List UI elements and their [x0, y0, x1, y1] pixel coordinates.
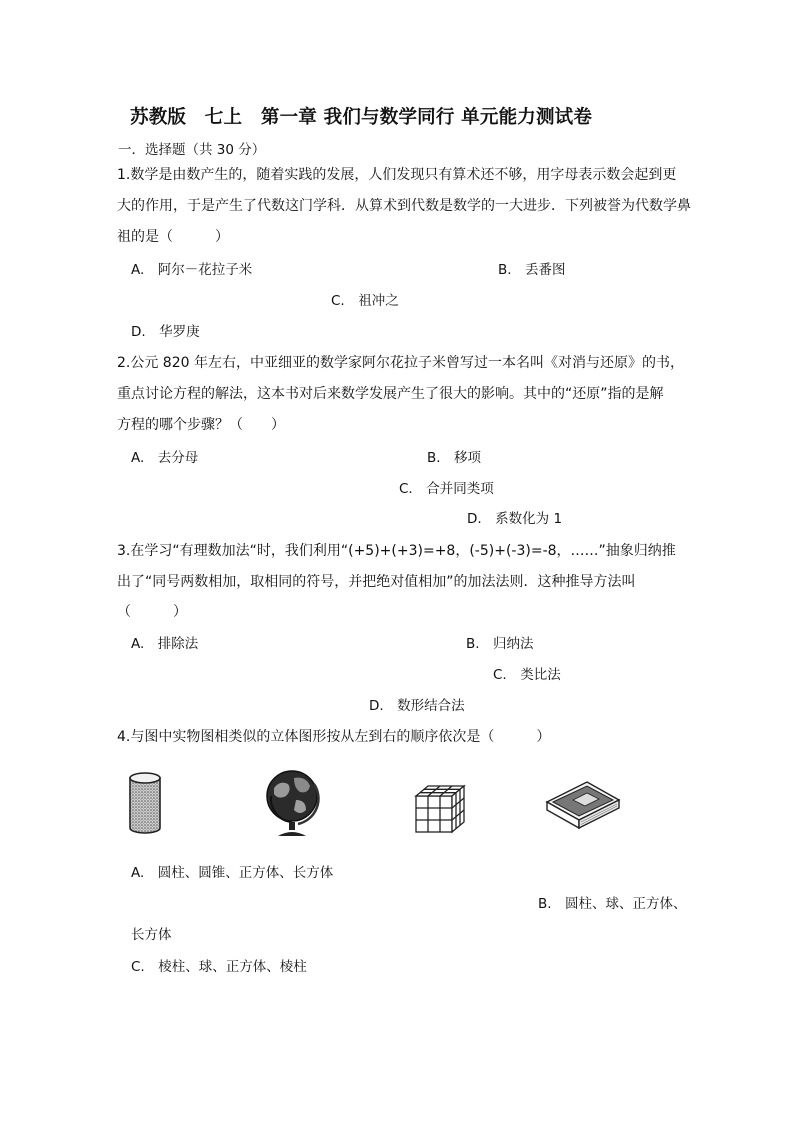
- question-2-line-2: 重点讨论方程的解法，这本书对后来数学发展产生了很大的影响。其中的“还原”指的是解: [117, 386, 664, 402]
- question-2-line-3: 方程的哪个步骤？（ ）: [117, 417, 285, 433]
- question-3-line-3: （ ）: [117, 604, 187, 620]
- question-3-option-b[interactable]: B. 归纳法: [466, 636, 534, 652]
- question-2-option-a[interactable]: A. 去分母: [131, 450, 199, 466]
- section-heading: 一．选择题（共 30 分）: [118, 142, 266, 158]
- question-1-line-2: 大的作用，于是产生了代数这门学科．从算术到代数是数学的一大进步．下列被誉为代数学鼻: [117, 198, 691, 214]
- question-2-option-c[interactable]: C. 合并同类项: [399, 481, 494, 497]
- question-1-option-d[interactable]: D. 华罗庚: [131, 324, 200, 340]
- question-4-option-b[interactable]: B. 圆柱、球、正方体、: [538, 896, 687, 912]
- book-icon: [543, 776, 623, 832]
- cylinder-icon: [126, 770, 164, 836]
- globe-icon: [262, 766, 324, 840]
- question-1-option-a[interactable]: A. 阿尔－花拉子米: [131, 262, 253, 278]
- page-title: 苏教版 七上 第一章 我们与数学同行 单元能力测试卷: [130, 107, 593, 128]
- question-1-line-1: 1.数学是由数产生的，随着实践的发展，人们发现只有算术还不够，用字母表示数会起到更: [117, 167, 677, 183]
- question-3-line-1: 3.在学习“有理数加法“时，我们利用“(+5)+(+3)=+8，(-5)+(-3)=-8，……”抽象归纳推: [117, 543, 676, 559]
- question-1-line-3: 祖的是（ ）: [117, 229, 229, 245]
- question-3-option-c[interactable]: C. 类比法: [493, 667, 561, 683]
- question-3-line-2: 出了“同号两数相加，取相同的符号，并把绝对值相加”的加法法则．这种推导方法叫: [117, 574, 636, 590]
- question-1-option-b[interactable]: B. 丢番图: [498, 262, 566, 278]
- question-2-option-b[interactable]: B. 移项: [427, 450, 482, 466]
- question-4-option-c[interactable]: C. 棱柱、球、正方体、棱柱: [131, 959, 307, 975]
- question-4-option-b-continued: 长方体: [131, 927, 172, 943]
- question-4-option-a[interactable]: A. 圆柱、圆锥、正方体、长方体: [131, 865, 334, 881]
- question-3-option-d[interactable]: D. 数形结合法: [369, 698, 465, 714]
- question-2-option-d[interactable]: D. 系数化为 1: [467, 511, 563, 527]
- question-2-line-1: 2.公元 820 年左右，中亚细亚的数学家阿尔花拉子米曾写过一本名叫《对消与还原》的书，: [117, 355, 684, 371]
- question-3-option-a[interactable]: A. 排除法: [131, 636, 199, 652]
- question-4-line-1: 4.与图中实物图相类似的立体图形按从左到右的顺序依次是（ ）: [117, 729, 551, 745]
- question-1-option-c[interactable]: C. 祖冲之: [331, 293, 399, 309]
- cube-icon: [412, 782, 468, 834]
